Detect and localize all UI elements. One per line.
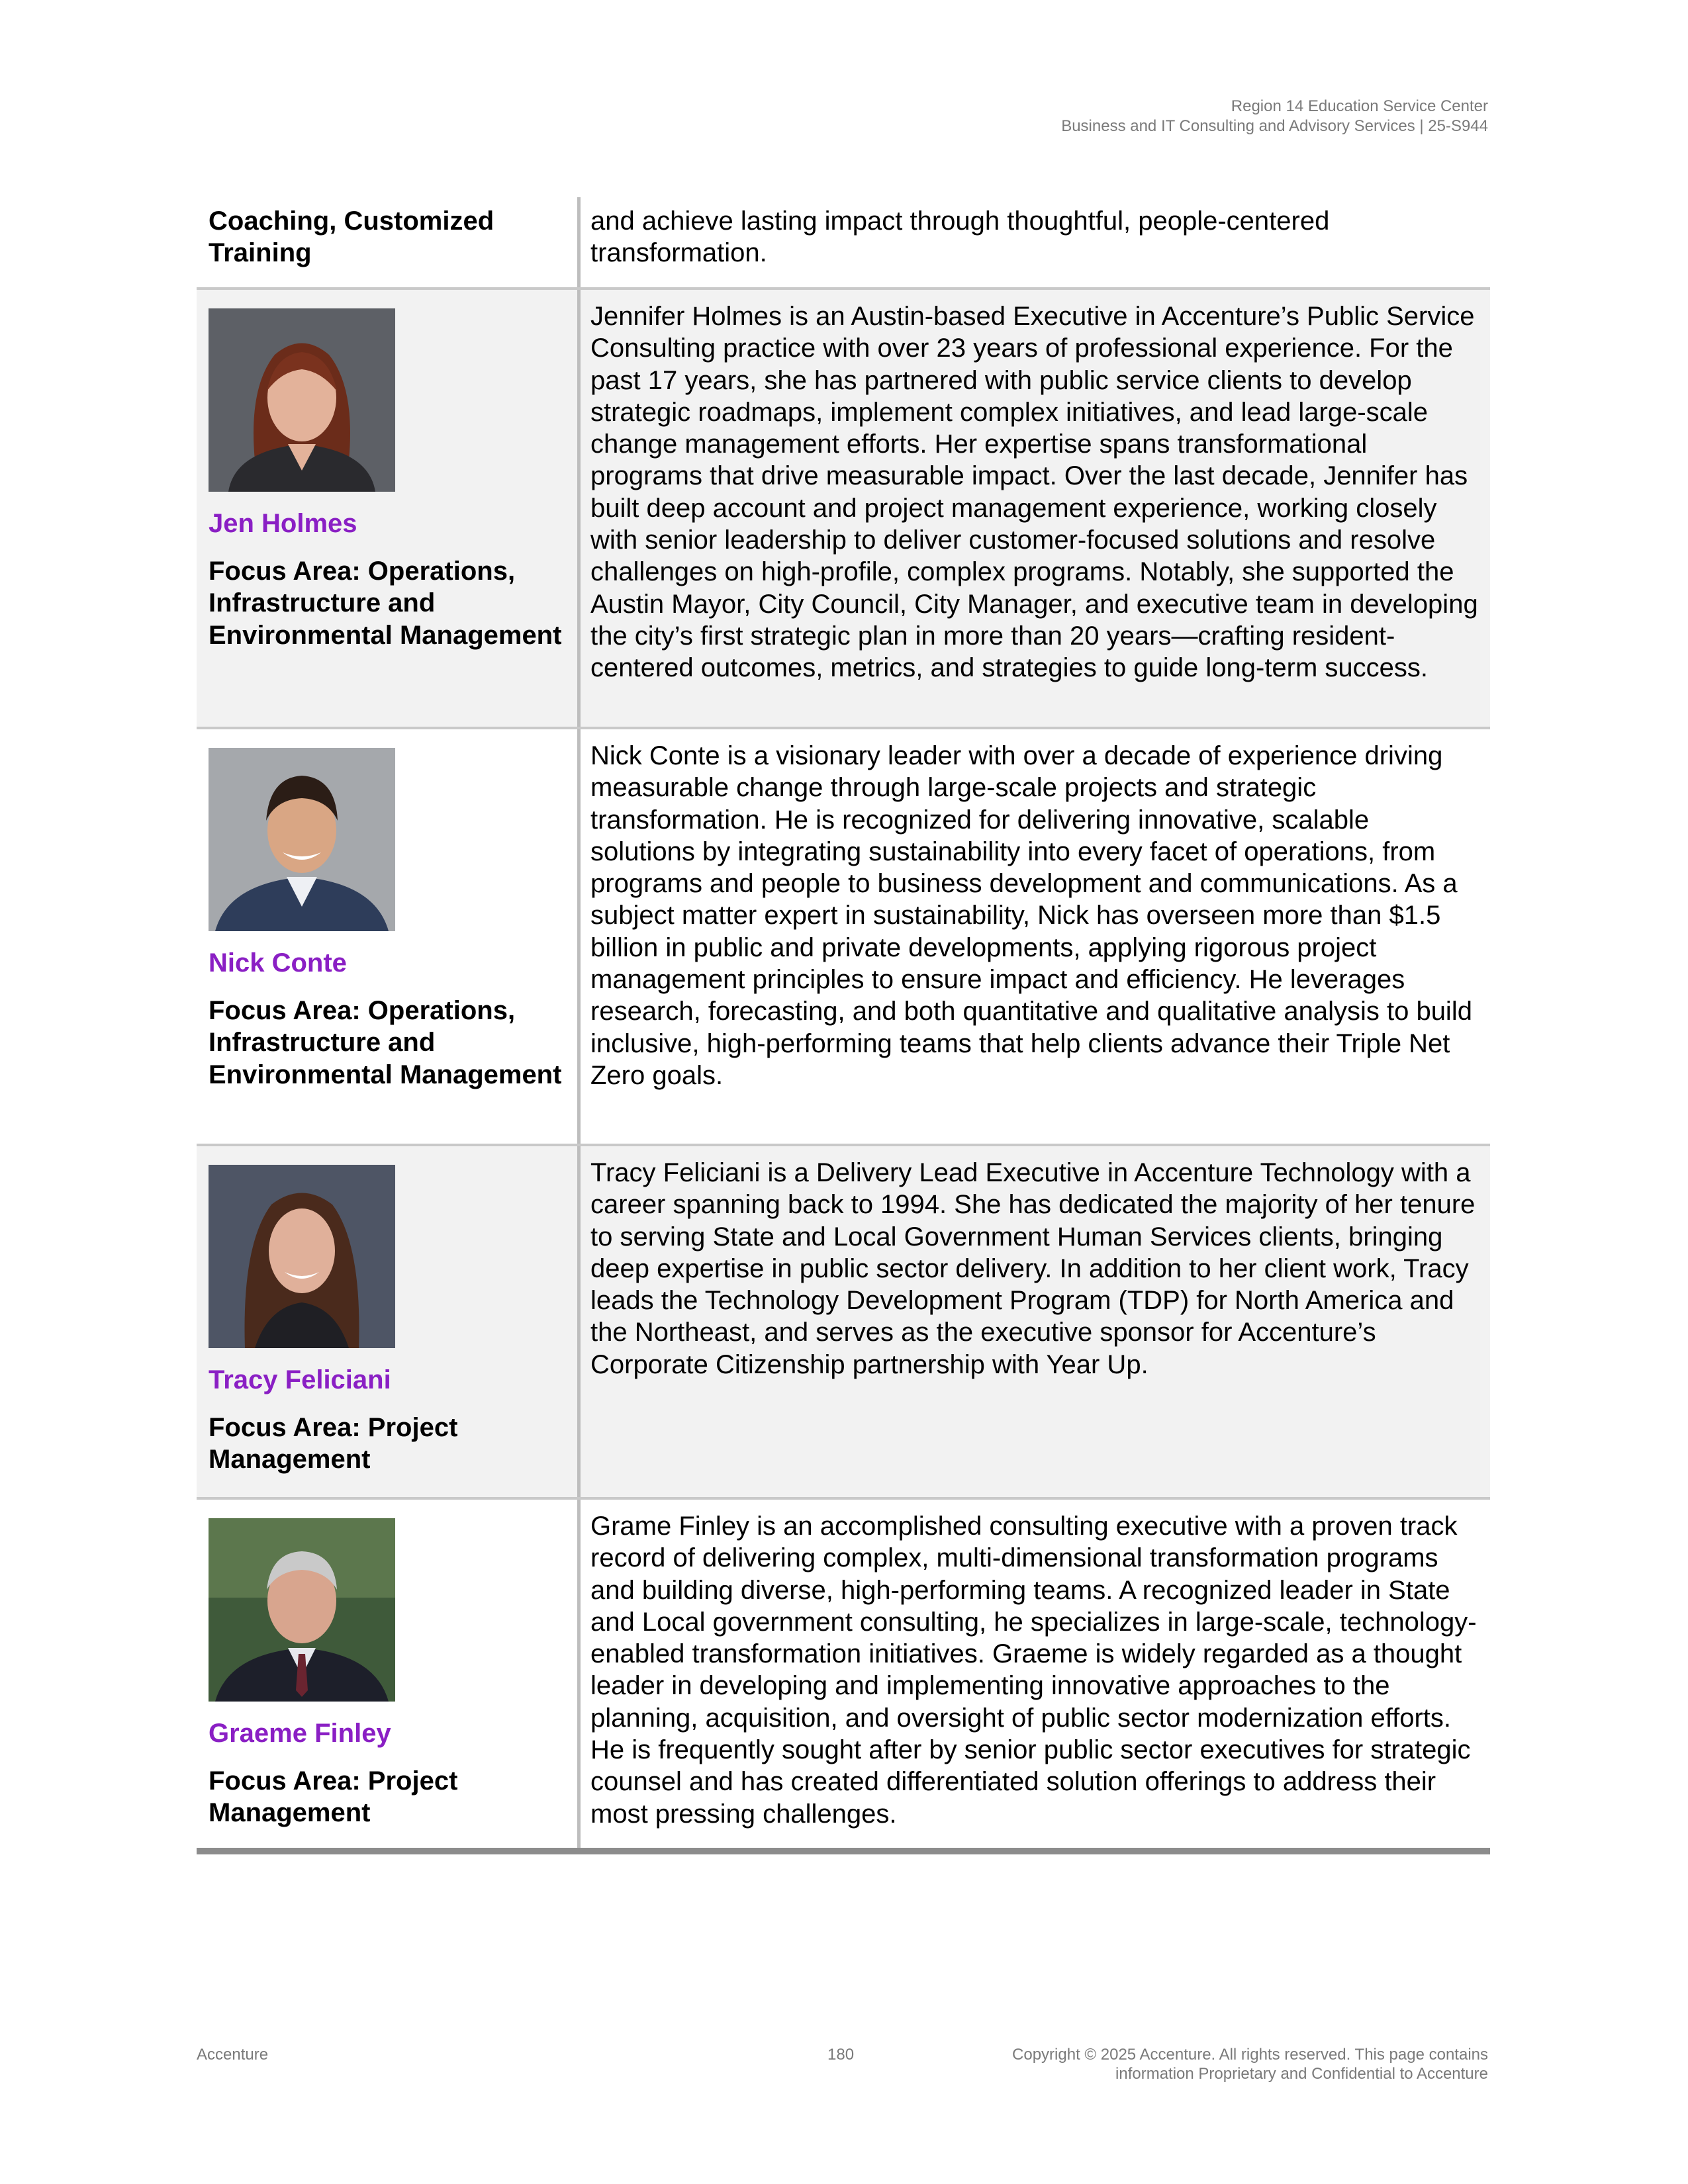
person-focus-area: Focus Area: Project Management (209, 1766, 458, 1828)
page-header (694, 97, 1488, 136)
header-organization: Region 14 Education Service Center (1231, 97, 1488, 115)
headshot-photo (209, 308, 395, 492)
table-row-person (197, 1497, 1490, 1848)
table-row-person (197, 727, 1490, 1144)
continuation-left-cell (197, 197, 581, 287)
footer-copyright-line2: information Proprietary and Confidential to Accenture (1115, 2065, 1488, 2083)
team-table (197, 197, 1490, 1854)
person-bio-cell (581, 290, 1490, 727)
person-bio-cell (581, 729, 1490, 1144)
header-project: Business and IT Consulting and Advisory Services | 25-S944 (1061, 117, 1488, 135)
footer-copyright-line1: Copyright © 2025 Accenture. All rights reserved. This page contains (1012, 2046, 1488, 2064)
headshot-photo (209, 748, 395, 931)
footer-company: Accenture (197, 2046, 269, 2064)
table-row-person (197, 287, 1490, 727)
table-row-person (197, 1144, 1490, 1497)
person-name: Jen Holmes (209, 509, 357, 538)
headshot-photo (209, 1165, 395, 1348)
person-focus-area: Focus Area: Project Management (209, 1413, 458, 1475)
person-left-cell (197, 1146, 581, 1497)
person-bio: Grame Finley is an accomplished consulting executive with a proven track record of delivering complex, multi-dimensional transformation programs and building diverse, high-performing teams. A recognized leader in State and Local government consulting, he specializes in large-scale, technology-enabled transformation initiatives. Graeme is widely regarded as a thought leader in developing and implementing innovative approaches to the planning, acquisition, and oversight of public sector modernization efforts. He is frequently sought after by senior public sector executives for strategic counsel and has created differentiated solution offerings to address their most pressing challenges. (590, 1512, 1477, 1829)
person-left-cell (197, 290, 581, 727)
person-bio: Jennifer Holmes is an Austin-based Executive in Accenture’s Public Service Consulting practice with over 23 years of professional experience. For the past 17 years, she has partnered with public service clients to develop strategic roadmaps, implement complex initiatives, and lead large-scale change management efforts. Her expertise spans transformational programs that drive measurable impact. Over the last decade, Jennifer has built deep account and project management experience, working closely with senior leadership to deliver customer-focused solutions and resolve challenges on high-profile, complex programs. Notably, she supported the Austin Mayor, City Council, City Manager, and executive team in developing the city’s first strategic plan in more than 20 years—crafting resident-centered outcomes, metrics, and strategies to guide long-term success. (590, 302, 1478, 683)
person-focus-area: Focus Area: Operations, Infrastructure and Environmental Management (209, 996, 562, 1089)
person-left-cell (197, 729, 581, 1144)
table-row-continuation (197, 197, 1490, 287)
footer-page-number: 180 (827, 2046, 855, 2064)
person-bio-cell (581, 1500, 1490, 1848)
person-bio: Nick Conte is a visionary leader with over a decade of experience driving measurable change through large-scale projects and strategic transformation. He is recognized for delivering innovative, scalable solutions by integrating sustainability into every facet of operations, from programs and people to business development and communications. As a subject matter expert in sustainability, Nick has overseen more than $1.5 billion in public and private developments, applying rigorous project management principles to ensure impact and efficiency. He leverages research, forecasting, and both quantitative and qualitative analysis to build inclusive, high-performing teams that help clients advance their Triple Net Zero goals. (590, 741, 1472, 1090)
person-name: Graeme Finley (209, 1719, 391, 1748)
person-left-cell (197, 1500, 581, 1848)
person-name: Nick Conte (209, 948, 347, 978)
person-bio: Tracy Feliciani is a Delivery Lead Executive in Accenture Technology with a career spanning back to 1994. She has dedicated the majority of her tenure to serving State and Local Government Human Services clients, bringing deep expertise in public sector delivery. In addition to her client work, Tracy leads the Technology Development Program (TDP) for North America and the Northeast, and serves as the executive sponsor for Accenture’s Corporate Citizenship partnership with Year Up. (590, 1158, 1476, 1379)
footer-copyright (892, 2045, 1488, 2083)
person-bio-cell (581, 1146, 1490, 1497)
continuation-right-cell (581, 197, 1490, 287)
continuation-focus-text: Coaching, Customized Training (209, 206, 494, 268)
person-focus-area: Focus Area: Operations, Infrastructure and Environmental Management (209, 557, 562, 650)
continuation-bio-text: and achieve lasting impact through thoughtful, people-centered transformation. (590, 206, 1330, 268)
person-name: Tracy Feliciani (209, 1365, 391, 1394)
headshot-photo (209, 1518, 395, 1702)
